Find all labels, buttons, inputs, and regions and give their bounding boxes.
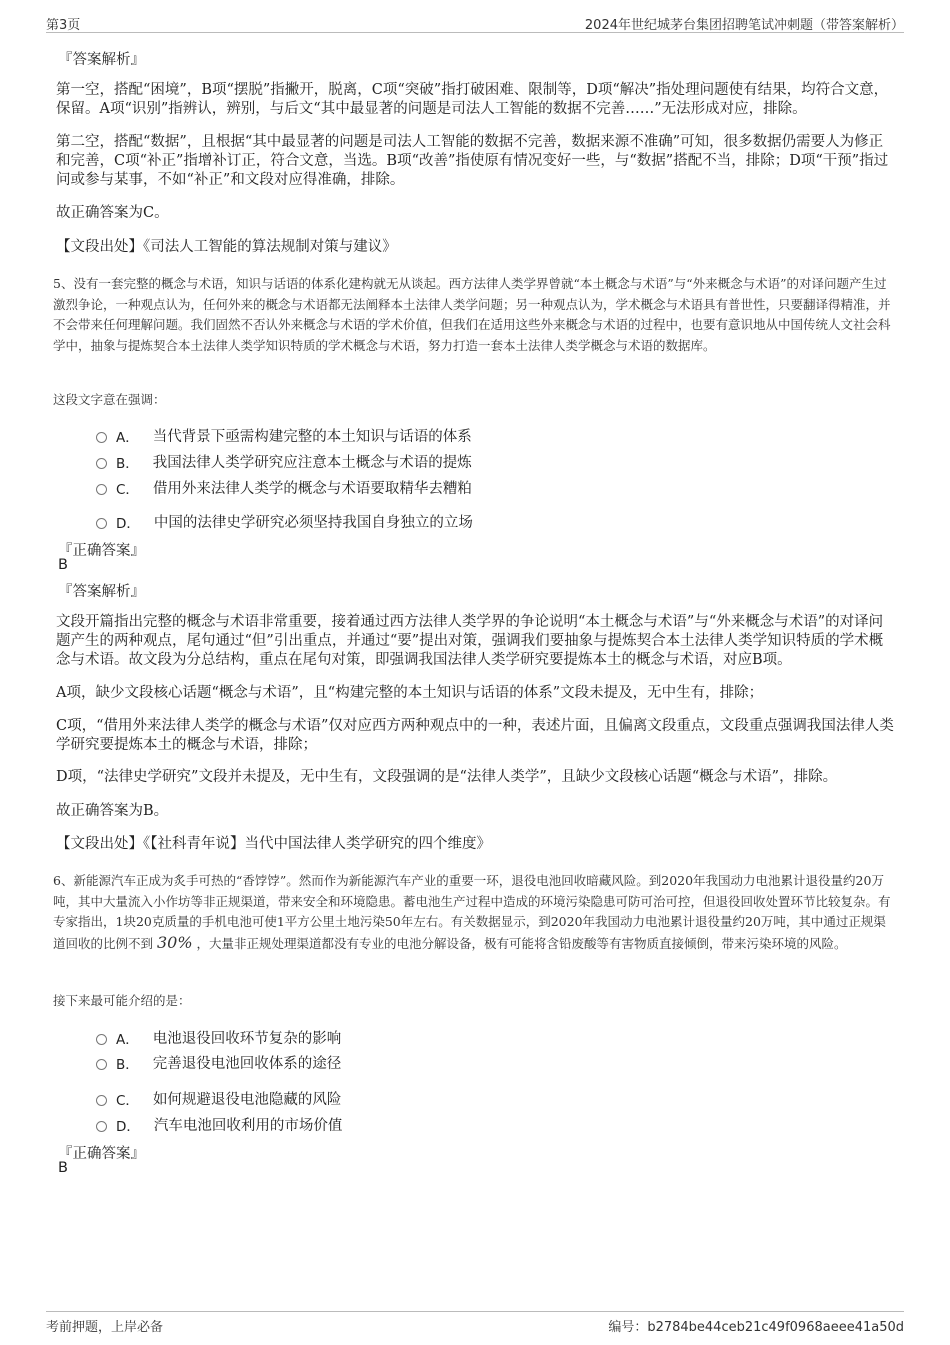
q6-option-a[interactable]: A． 电池退役回收环节复杂的影响 <box>96 1027 341 1048</box>
q6-option-c[interactable]: C． 如何规避退役电池隐藏的风险 <box>96 1088 341 1109</box>
q6-question: 6、新能源汽车正成为炙手可热的“香饽饽”。然而作为新能源汽车产业的重要一环，退役电池回收暗藏风险。到2020年我国动力电池累计退役量约20万吨，其中大量流入小作坊等非正规渠道，带来安全和环境隐患。蓄电池生产过程中造成的环境污染隐患可防可治可控，但退役回收处置环节比较复杂。有专家指出，1块20克质量的手机电池可使1平方公里土地污染50年左右。有关数据显示，到2020年我国动力电池累计退役量约20万吨，其中通过正规渠道回收的比例不到 30% ，大量非正规处理渠道都没有专业的电池分解设备，极有可能将含铅废酸等有害物质直接倾倒，带来污染环境的风险。 <box>53 873 891 952</box>
q5-option-a[interactable]: A． 当代背景下亟需构建完整的本土知识与话语的体系 <box>96 425 472 446</box>
percent-value: 30% <box>157 932 193 952</box>
radio-icon[interactable] <box>96 1059 107 1070</box>
radio-icon[interactable] <box>96 518 107 529</box>
q5-option-b[interactable]: B． 我国法律人类学研究应注意本土概念与术语的提炼 <box>96 451 472 472</box>
q5-analysis-para2: A项，缺少文段核心话题“概念与术语”，且“构建完整的本土知识与话语的体系”文段未提及，无中生有，排除； <box>56 685 764 701</box>
q5-conclusion: 故正确答案为B。 <box>56 803 169 819</box>
radio-icon[interactable] <box>96 458 107 469</box>
radio-icon[interactable] <box>96 1095 107 1106</box>
q5-question: 5、没有一套完整的概念与术语，知识与话语的体系化建构就无从谈起。西方法律人类学界曾就“本土概念与术语”与“外来概念与术语”的对译问题产生过激烈争论，一种观点认为，任何外来的概念与术语都无法阐释本土法律人类学问题；另一种观点认为，学术概念与术语具有普世性，只要翻译得精准，并不会带来任何理解问题。我们固然不否认外来概念与术语的学术价值，但我们在适用这些外来概念与术语的过程中，也要有意识地从中国传统人文社会科学中，抽象与提炼契合本土法律人类学知识特质的学术概念与术语，努力打造一套本土法律人类学概念与术语的数据库。 <box>53 276 891 353</box>
q6-correct-label: 『正确答案』 <box>58 1146 145 1162</box>
footer-slogan: 考前押题，上岸必备 <box>46 1320 164 1335</box>
q6-option-b[interactable]: B． 完善退役电池回收体系的途径 <box>96 1052 341 1073</box>
document-id: 编号：b2784be44ceb21c49f0968aeee41a50d <box>608 1320 904 1335</box>
q4-analysis-label: 『答案解析』 <box>58 52 145 68</box>
q5-correct-label: 『正确答案』 <box>58 543 145 559</box>
page-number: 第3页 <box>46 18 81 33</box>
q5-correct-answer: B <box>58 557 68 573</box>
q5-option-c[interactable]: C． 借用外来法律人类学的概念与术语要取精华去糟粕 <box>96 477 472 498</box>
q4-analysis-para2: 第二空，搭配“数据”，且根据“其中最显著的问题是司法人工智能的数据不完善，数据来源不准确”可知，很多数据仍需要人为修正和完善，C项“补正”指增补订正，符合文意，当选。B项“改善”指使原有情况变好一些，与“数据”搭配不当，排除；D项“干预”指过问或参与某事，不如“补正”和文段对应得准确，排除。 <box>56 134 889 188</box>
q6-prompt: 接下来最可能介绍的是： <box>53 993 191 1008</box>
radio-icon[interactable] <box>96 432 107 443</box>
page-footer <box>46 1311 904 1336</box>
q4-analysis-para1: 第一空，搭配“困境”，B项“摆脱”指撇开，脱离，C项“突破”指打破困难、限制等，D项“解决”指处理问题使有结果，均符合文意，保留。A项“识别”指辨认，辨别，与后文“其中最显著的问题是司法人工智能的数据不完善……”无法形成对应，排除。 <box>56 82 889 117</box>
q6-correct-answer: B <box>58 1160 68 1176</box>
page-header <box>46 12 904 33</box>
q5-analysis-para4: D项，“法律史学研究”文段并未提及，无中生有，文段强调的是“法律人类学”，且缺少文段核心话题“概念与术语”，排除。 <box>56 769 838 785</box>
q4-conclusion: 故正确答案为C。 <box>56 205 169 221</box>
radio-icon[interactable] <box>96 1121 107 1132</box>
radio-icon[interactable] <box>96 484 107 495</box>
q5-analysis-label: 『答案解析』 <box>58 584 145 600</box>
q5-prompt: 这段文字意在强调： <box>53 392 166 407</box>
q5-option-d[interactable]: D． 中国的法律史学研究必须坚持我国自身独立的立场 <box>96 511 473 532</box>
document-title: 2024年世纪城茅台集团招聘笔试冲刺题（带答案解析） <box>584 18 904 33</box>
radio-icon[interactable] <box>96 1034 107 1045</box>
q5-analysis-para3: C项，“借用外来法律人类学的概念与术语”仅对应西方两种观点中的一种，表述片面，且偏离文段重点，文段重点强调我国法律人类学研究要提炼本土的概念与术语，排除； <box>56 718 894 753</box>
q4-source: 【文段出处】《司法人工智能的算法规制对策与建议》 <box>56 239 397 255</box>
q6-option-d[interactable]: D． 汽车电池回收利用的市场价值 <box>96 1114 342 1135</box>
q5-analysis-para1: 文段开篇指出完整的概念与术语非常重要，接着通过西方法律人类学界的争论说明“本土概念与术语”与“外来概念与术语”的对译问题产生的两种观点，尾句通过“但”引出重点，并通过“要”提出对策，强调我们要抽象与提炼契合本土法律人类学知识特质的学术概念与术语。故文段为分总结构，重点在尾句对策，即强调我国法律人类学研究要提炼本土的概念与术语，对应B项。 <box>56 614 884 668</box>
q5-source: 【文段出处】《【社科青年说】当代中国法律人类学研究的四个维度》 <box>56 836 491 852</box>
